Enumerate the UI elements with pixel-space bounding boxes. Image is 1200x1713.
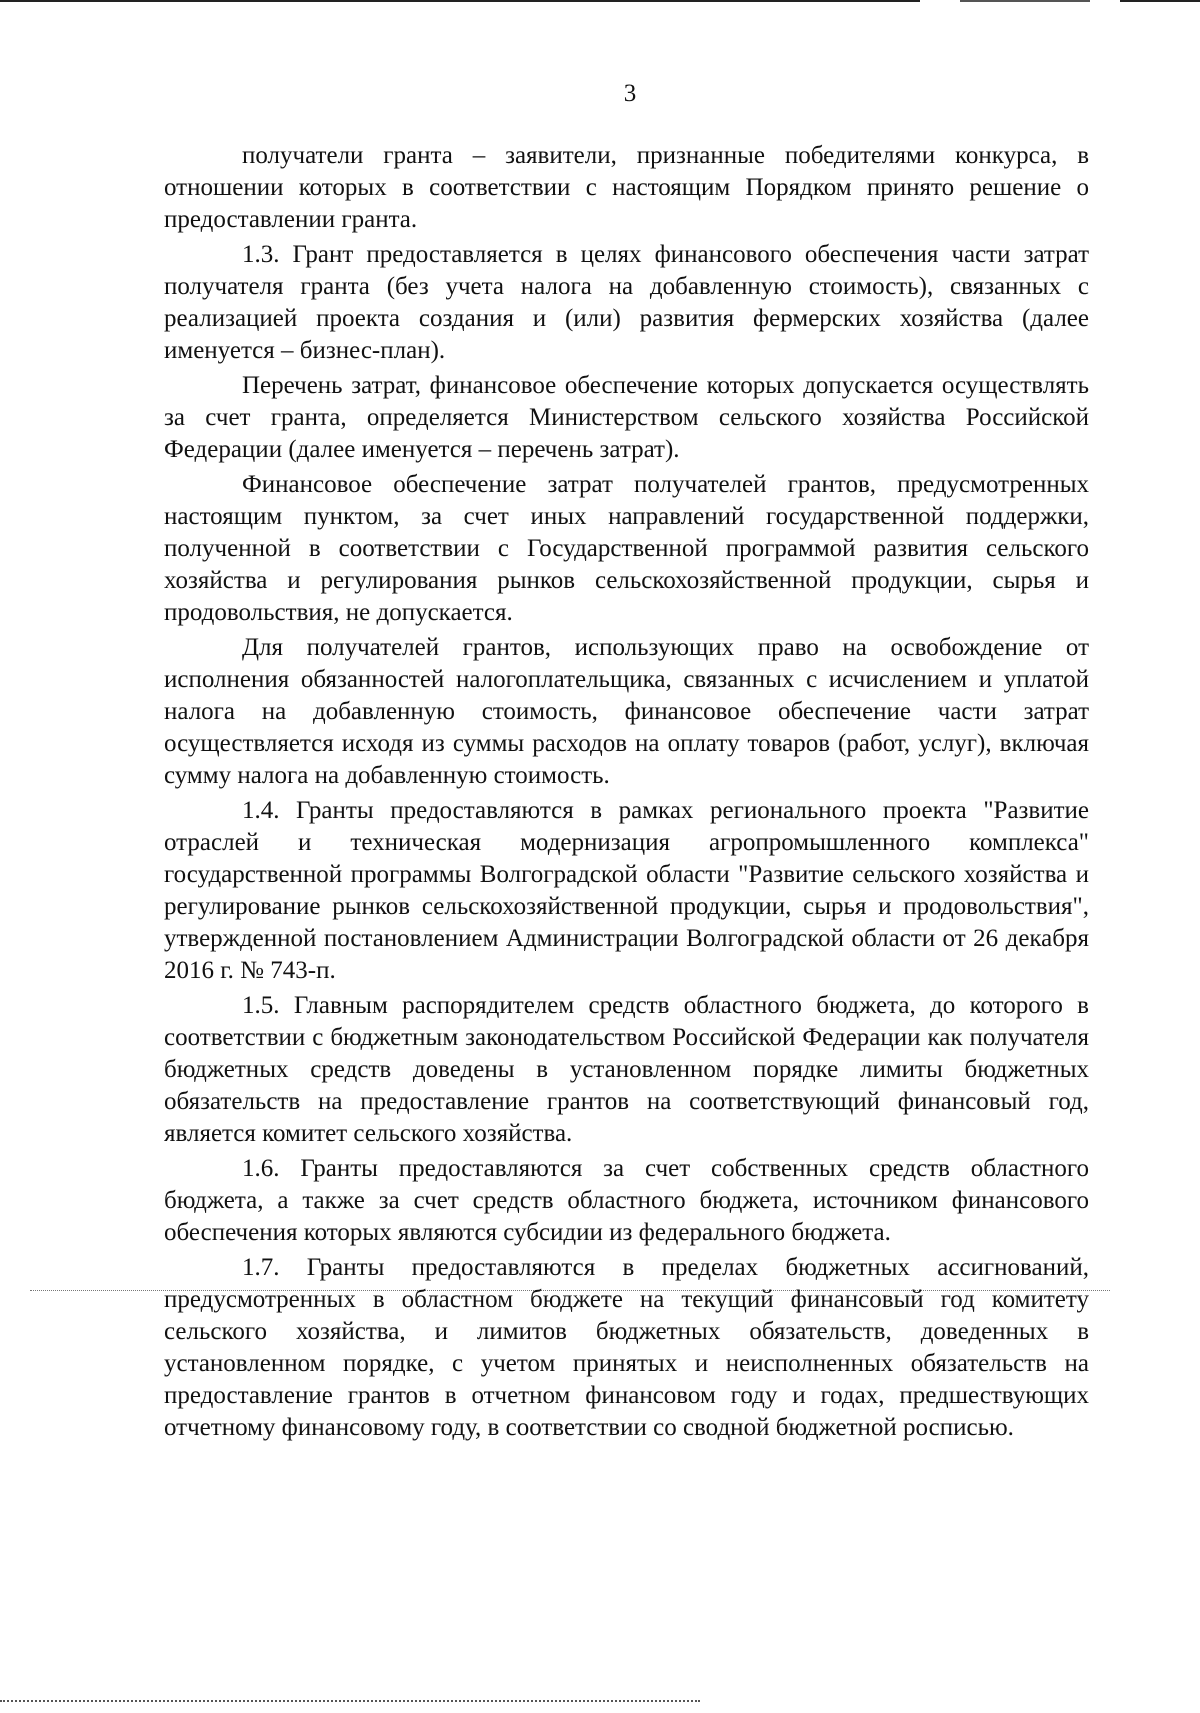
paragraph: Для получателей грантов, использующих право на освобождение от исполнения обязанностей налогоплательщика, связанных с исчислением и уплатой налога на добавленную стоимость, финансовое обеспечение части затрат осуществляется исходя из суммы расходов на оплату товаров (работ, услуг), включая сумму налога на добавленную стоимость.	[164, 634, 1089, 789]
paragraph: 1.6. Гранты предоставляются за счет собственных средств областного бюджета, а также за счет средств областного бюджета, источником финансового обеспечения которых являются субсидии из федерального бюджета.	[164, 1155, 1089, 1246]
paragraph: 1.7. Гранты предоставляются в пределах бюджетных ассигнований, предусмотренных в областном бюджете на текущий финансовый год комитету сельского хозяйства, и лимитов бюджетных обязательств, доведенных в установленном порядке, с учетом принятых и неисполненных обязательств на предоставление грантов в отчетном финансовом году и годах, предшествующих отчетному финансовому году, в соответствии со сводной бюджетной росписью.	[164, 1254, 1089, 1441]
scan-edge-line	[960, 0, 1090, 2]
paragraph: Перечень затрат, финансовое обеспечение которых допускается осуществлять за счет гранта, определяется Министерством сельского хозяйства Российской Федерации (далее именуется – перечень затрат).	[164, 372, 1089, 463]
paragraph: 1.4. Гранты предоставляются в рамках регионального проекта "Развитие отраслей и техническая модернизация агропромышленного комплекса" государственной программы Волгоградской области "Развитие сельского хозяйства и регулирование рынков сельскохозяйственной продукции, сырья и продовольствия", утвержденной постановлением Администрации Волгоградской области от 26 декабря 2016 г. № 743-п.	[164, 797, 1089, 984]
scan-edge-line	[1120, 0, 1200, 2]
scan-edge-line	[0, 0, 920, 2]
document-body	[164, 140, 1089, 1444]
paragraph: получатели гранта – заявители, признанные победителями конкурса, в отношении которых в соответствии с настоящим Порядком принято решение о предоставлении гранта.	[164, 142, 1089, 233]
paragraph: 1.5. Главным распорядителем средств областного бюджета, до которого в соответствии с бюджетным законодательством Российской Федерации как получателя бюджетных средств доведены в установленном порядке лимиты бюджетных обязательств на предоставление грантов на соответствующий финансовый год, является комитет сельского хозяйства.	[164, 992, 1089, 1147]
page-number: 3	[623, 80, 637, 107]
paragraph: 1.3. Грант предоставляется в целях финансового обеспечения части затрат получателя гранта (без учета налога на добавленную стоимость), связанных с реализацией проекта создания и (или) развития фермерских хозяйства (далее именуется – бизнес-план).	[164, 241, 1089, 364]
paragraph: Финансовое обеспечение затрат получателей грантов, предусмотренных настоящим пунктом, за счет иных направлений государственной поддержки, полученной в соответствии с Государственной программой развития сельского хозяйства и регулирования рынков сельскохозяйственной продукции, сырья и продовольствия, не допускается.	[164, 471, 1089, 626]
scan-artifact	[0, 1700, 700, 1702]
